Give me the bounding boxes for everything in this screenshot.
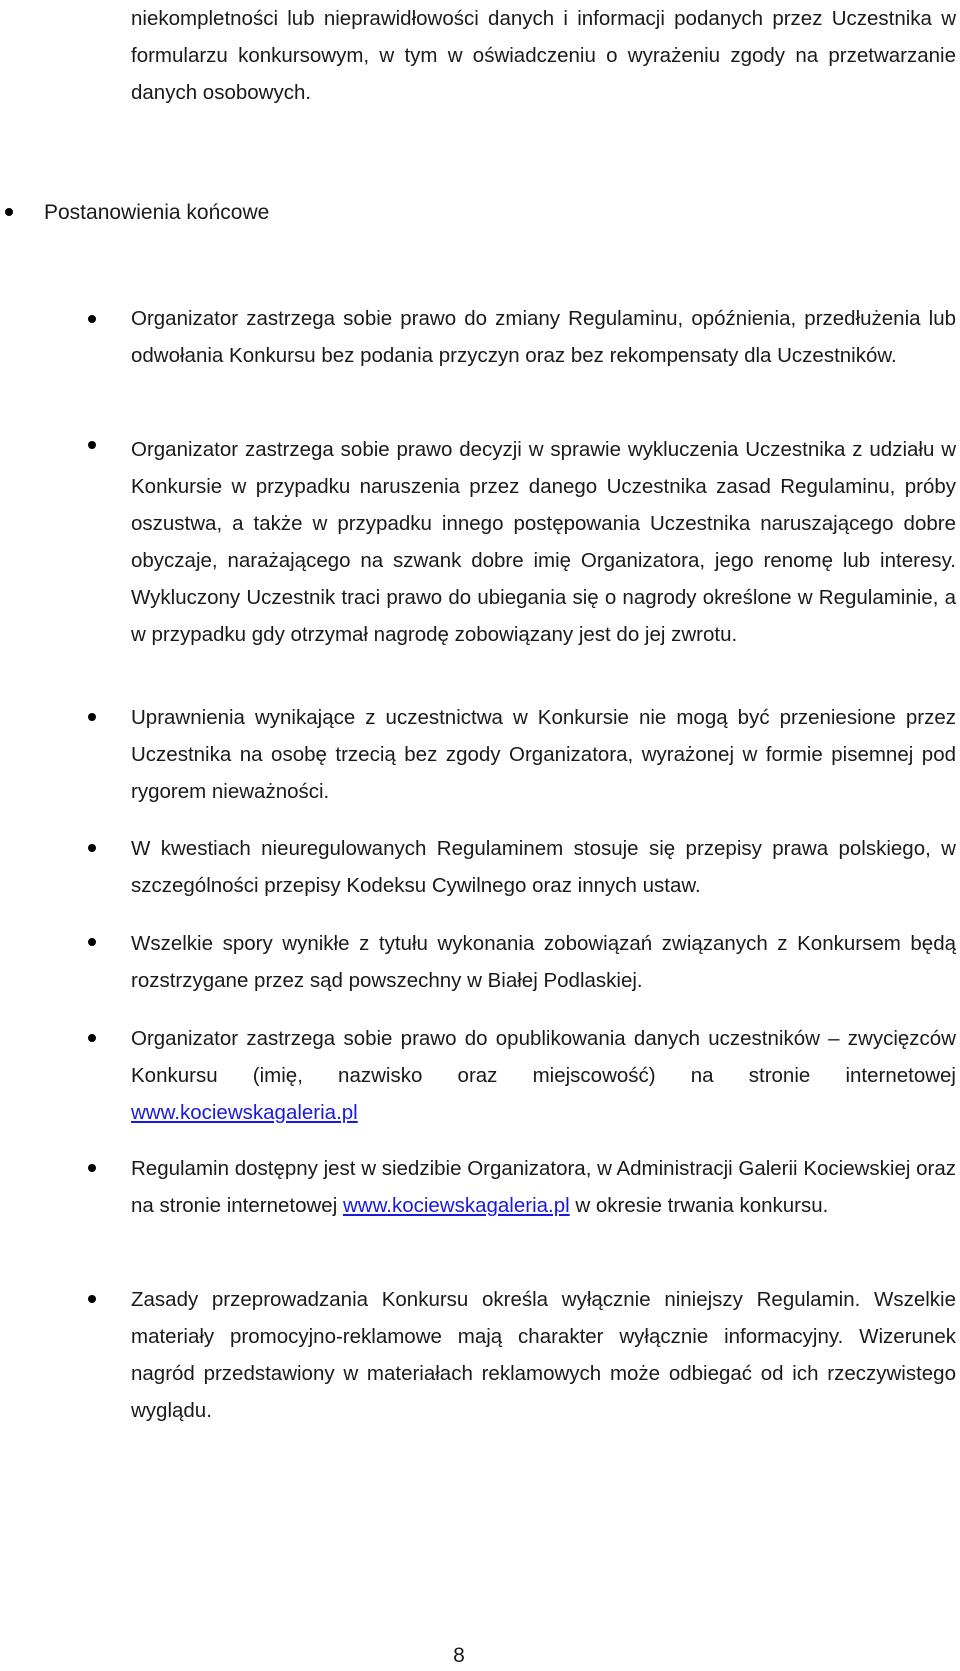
list-item-6-text: Organizator zastrzega sobie prawo do opublikowania danych uczestników – zwycięzców Konkursu (imię, nazwisko oraz miejscowość) na stronie internetowej [131, 1027, 956, 1087]
bullet-icon [88, 315, 96, 323]
bullet-icon [88, 441, 96, 449]
list-item-4: W kwestiach nieuregulowanych Regulaminem stosuje się przepisy prawa polskiego, w szczególności przepisy Kodeksu Cywilnego oraz innych ustaw. [131, 837, 956, 897]
website-link[interactable]: www.kociewskagaleria.pl [342, 1194, 570, 1217]
list-item-1: Organizator zastrzega sobie prawo do zmiany Regulaminu, opóźnienia, przedłużenia lub odwołania Konkursu bez podania przyczyn oraz bez rekompensaty dla Uczestników. [131, 307, 956, 367]
bullet-icon [88, 1034, 96, 1042]
list-item-5: Wszelkie spory wynikłe z tytułu wykonania zobowiązań związanych z Konkursem będą rozstrzygane przez sąd powszechny w Białej Podlaskiej. [131, 932, 956, 992]
page-number: 8 [453, 1644, 465, 1667]
list-item-7-text-a: Regulamin dostępny jest w siedzibie Organizatora, w Administracji Galerii Kociewskiej oraz na stronie internetowej [131, 1157, 956, 1217]
list-item-8: Zasady przeprowadzania Konkursu określa wyłącznie niniejszy Regulamin. Wszelkie materiały promocyjno-reklamowe mają charakter wyłącznie informacyjny. Wizerunek nagród przedstawiony w materiałach reklamowych może odbiegać od ich rzeczywistego wyglądu. [131, 1288, 956, 1422]
list-item-7 [131, 1150, 956, 1224]
list-item-2: Organizator zastrzega sobie prawo decyzji w sprawie wykluczenia Uczestnika z udziału w Konkursie w przypadku naruszenia przez danego Uczestnika zasad Regulaminu, próby oszustwa, a także w przypadku innego postępowania Uczestnika naruszającego dobre obyczaje, narażającego na szwank dobre imię Organizatora, jego renomę lub interesy. Wykluczony Uczestnik traci prawo do ubiegania się o nagrody określone w Regulaminie, a w przypadku gdy otrzymał nagrodę zobowiązany jest do jej zwrotu. [131, 438, 956, 646]
website-link[interactable]: www.kociewskagaleria.pl [131, 1101, 358, 1124]
bullet-icon [88, 1164, 96, 1172]
bullet-icon [88, 844, 96, 852]
section-bullet-icon [5, 208, 13, 216]
list-item-7-text-b: w okresie trwania konkursu. [569, 1194, 829, 1217]
intro-paragraph: niekompletności lub nieprawidłowości danych i informacji podanych przez Uczestnika w formularzu konkursowym, w tym w oświadczeniu o wyrażeniu zgody na przetwarzanie danych osobowych. [131, 7, 956, 104]
bullet-icon [88, 713, 96, 721]
bullet-icon [88, 938, 96, 946]
list-item-6 [131, 1020, 956, 1131]
bullet-icon [88, 1295, 96, 1303]
list-item-3: Uprawnienia wynikające z uczestnictwa w Konkursie nie mogą być przeniesione przez Uczestnika na osobę trzecią bez zgody Organizatora, wyrażonej w formie pisemnej pod rygorem nieważności. [131, 706, 956, 803]
section-title: Postanowienia końcowe [44, 201, 270, 224]
